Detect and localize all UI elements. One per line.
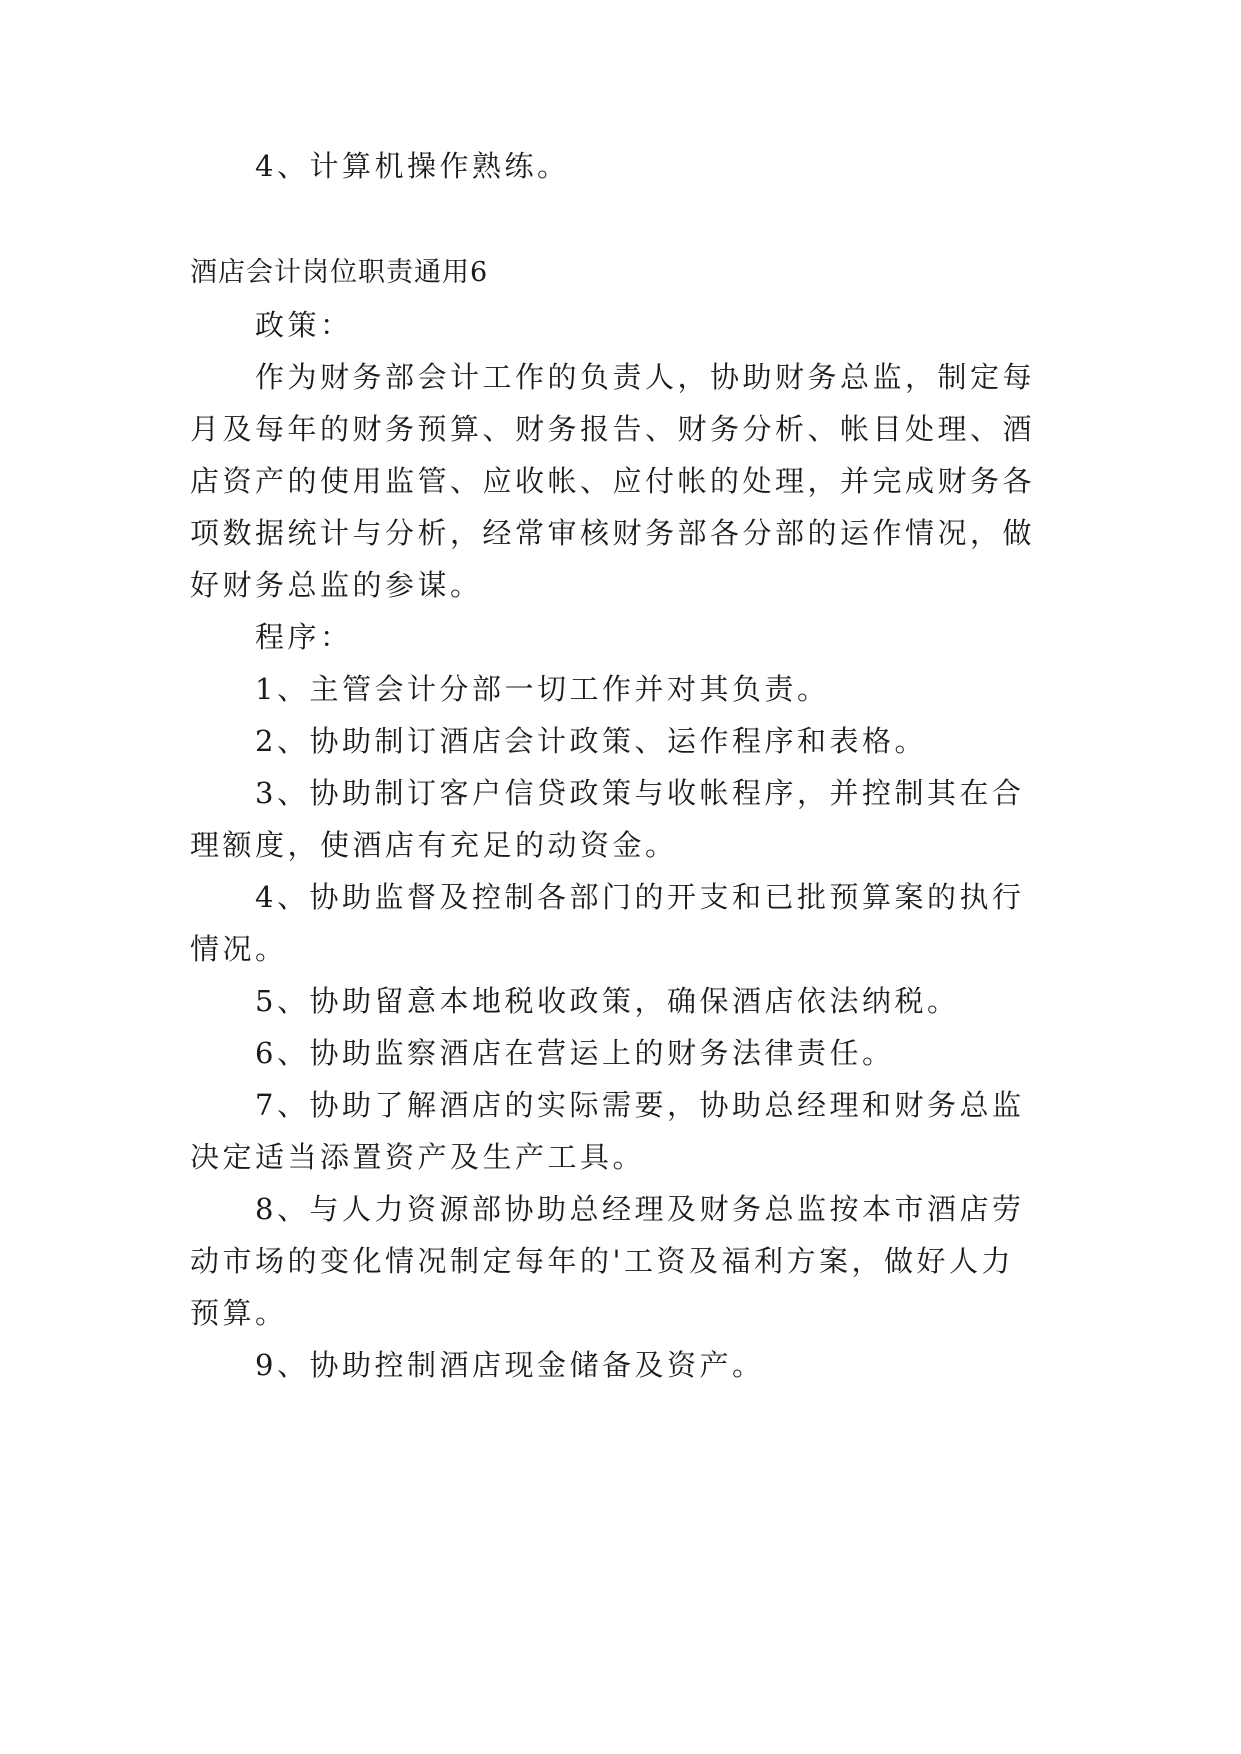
procedure-item: 6、协助监察酒店在营运上的财务法律责任。: [255, 1036, 895, 1070]
procedure-label: 程序：: [255, 620, 353, 654]
procedure-item: 3、协助制订客户信贷政策与收帐程序，并控制其在合: [255, 776, 1025, 810]
policy-paragraph-line: 月及每年的财务预算、财务报告、财务分析、帐目处理、酒: [190, 412, 1036, 446]
policy-paragraph-line: 好财务总监的参谋。: [190, 568, 483, 602]
procedure-item: 5、协助留意本地税收政策，确保酒店依法纳税。: [255, 984, 960, 1018]
procedure-item: 8、与人力资源部协助总经理及财务总监按本市酒店劳: [255, 1192, 1025, 1226]
policy-paragraph-line: 店资产的使用监管、应收帐、应付帐的处理，并完成财务各: [190, 464, 1036, 498]
policy-paragraph-line: 项数据统计与分析，经常审核财务部各分部的运作情况，做: [190, 516, 1036, 550]
procedure-item-continuation: 动市场的变化情况制定每年的'工资及福利方案，做好人力: [190, 1244, 1014, 1278]
procedure-item-continuation: 预算。: [190, 1296, 288, 1330]
section-title: 酒店会计岗位职责通用6: [190, 257, 489, 288]
procedure-item: 4、协助监督及控制各部门的开支和已批预算案的执行: [255, 880, 1025, 914]
list-item: 4、计算机操作熟练。: [255, 149, 570, 183]
procedure-item-continuation: 情况。: [190, 932, 288, 966]
procedure-item: 7、协助了解酒店的实际需要，协助总经理和财务总监: [255, 1088, 1025, 1122]
procedure-item-continuation: 决定适当添置资产及生产工具。: [190, 1140, 646, 1174]
procedure-item: 1、主管会计分部一切工作并对其负责。: [255, 672, 830, 706]
procedure-item-continuation: 理额度，使酒店有充足的动资金。: [190, 828, 678, 862]
procedure-item: 9、协助控制酒店现金储备及资产。: [255, 1348, 765, 1382]
procedure-item: 2、协助制订酒店会计政策、运作程序和表格。: [255, 724, 927, 758]
policy-paragraph-line: 作为财务部会计工作的负责人，协助财务总监，制定每: [255, 360, 1036, 394]
policy-label: 政策：: [255, 308, 353, 342]
